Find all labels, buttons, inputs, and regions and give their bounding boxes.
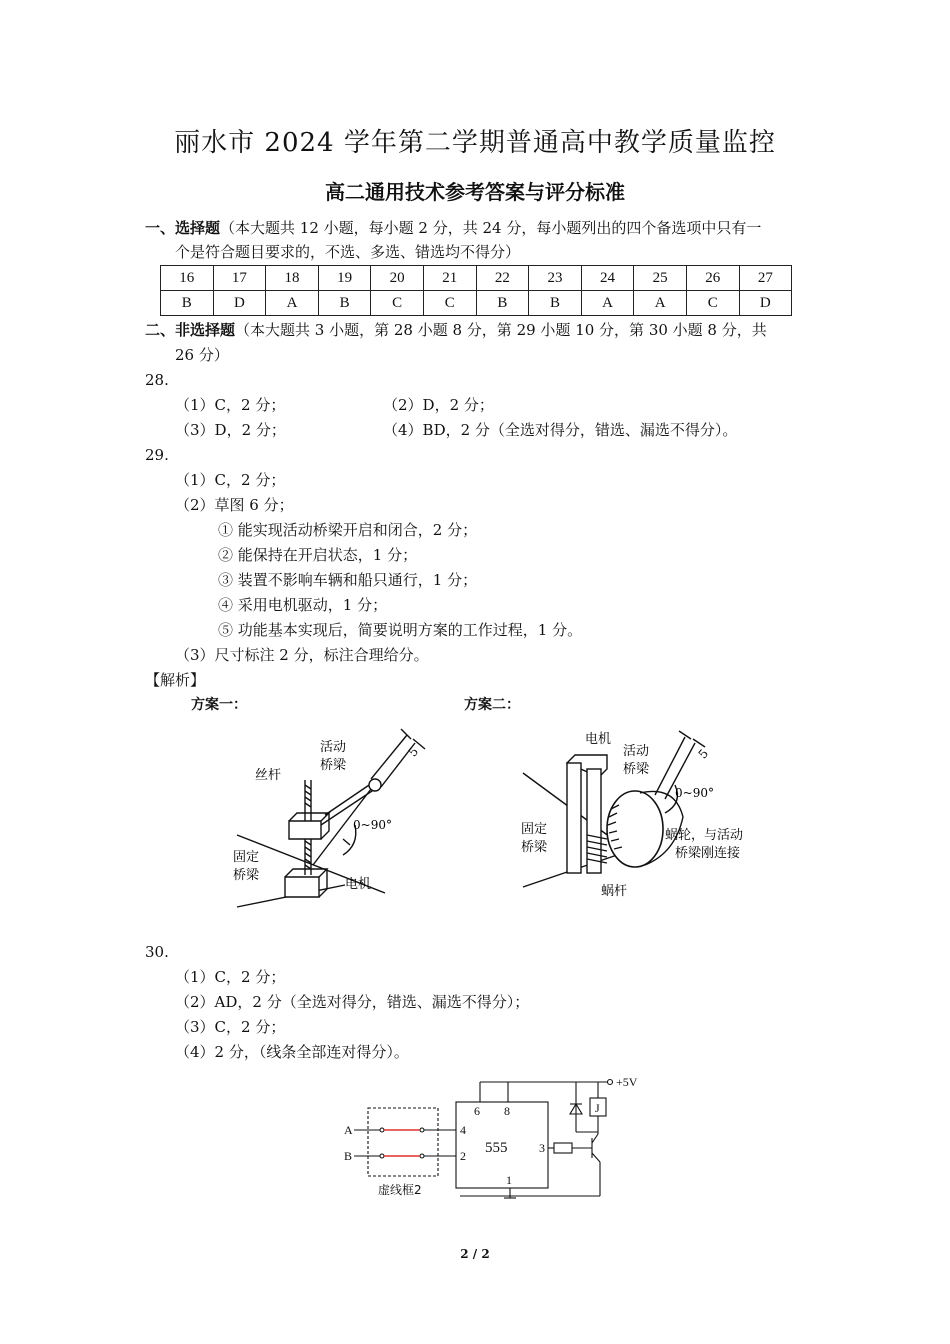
fig2-gear-line1: 蜗轮，与活动 (665, 828, 744, 843)
question-number-cell: 22 (476, 266, 529, 291)
plan2-label: 方案二： (464, 697, 520, 713)
page-subtitle: 高二通用技术参考答案与评分标准 (325, 180, 625, 204)
section2-heading: 二、非选择题 (145, 321, 236, 339)
q28-answer3: （3）D，2 分； (175, 421, 286, 439)
q29-point2: ② 能保持在开启状态，1 分； (218, 546, 418, 564)
fig2-fixed-bridge: 桥梁 (521, 840, 548, 855)
fig1-motor: 电机 (345, 877, 372, 892)
answer-table-answers (161, 291, 792, 316)
q29-point5: ⑤ 功能基本实现后，简要说明方案的工作过程，1 分。 (218, 621, 583, 639)
pin4-label: 4 (460, 1123, 466, 1137)
answer-cell: A (634, 291, 687, 316)
q29-answer2: （2）草图 6 分； (175, 496, 294, 514)
q30-number: 30. (145, 943, 169, 961)
question-number-cell: 16 (161, 266, 214, 291)
answer-cell: D (213, 291, 266, 316)
input-a-label: A (344, 1123, 353, 1137)
section1-desc2: 个是符合题目要求的，不选、多选、错选均不得分） (175, 243, 521, 261)
pin1-label: 1 (506, 1173, 512, 1187)
fig2-gear-line2: 桥梁刚连接 (675, 846, 741, 861)
question-number-cell: 20 (371, 266, 424, 291)
chip-label: 555 (485, 1140, 508, 1156)
fig1-screw: 丝杆 (255, 768, 282, 783)
pin2-label: 2 (460, 1149, 466, 1163)
question-number-cell: 18 (266, 266, 319, 291)
fig2-worm: 蜗杆 (601, 884, 628, 899)
q28-answer1: （1）C，2 分； (175, 396, 286, 414)
question-number-cell: 19 (318, 266, 371, 291)
plan1-diagram (225, 725, 455, 915)
fig2-movable: 活动 (623, 744, 650, 759)
q28-answer2: （2）D，2 分； (383, 396, 494, 414)
question-number-cell: 26 (686, 266, 739, 291)
plan2-diagram (515, 725, 775, 905)
page-title: 丽水市 2024 学年第二学期普通高中教学质量监控 (174, 128, 776, 158)
q29-answer1: （1）C，2 分； (175, 471, 286, 489)
answer-cell: C (423, 291, 476, 316)
section1-heading: 一、选择题 (145, 219, 221, 237)
pin3-label: 3 (539, 1141, 545, 1155)
section1-desc1: （本大题共 12 小题，每小题 2 分，共 24 分，每小题列出的四个备选项中只有一 (220, 219, 762, 237)
q29-number: 29. (145, 446, 169, 464)
section1-line1 (145, 216, 761, 241)
section2-desc2: 26 分） (175, 346, 229, 364)
q28-number: 28. (145, 371, 169, 389)
fig1-bridge: 桥梁 (320, 758, 347, 773)
fig1-movable: 活动 (320, 740, 347, 755)
plan1-label: 方案一： (191, 697, 247, 713)
fig1-dim: 5 (405, 744, 422, 760)
question-number-cell: 17 (213, 266, 266, 291)
q29-point4: ④ 采用电机驱动，1 分； (218, 596, 388, 614)
section2-line1 (145, 318, 767, 343)
answer-cell: A (581, 291, 634, 316)
question-number-cell: 21 (423, 266, 476, 291)
answer-table (160, 265, 792, 316)
q29-point3: ③ 装置不影响车辆和船只通行，1 分； (218, 571, 478, 589)
answer-cell: B (318, 291, 371, 316)
answer-cell: A (266, 291, 319, 316)
fig1-angle: 0~90° (353, 818, 392, 832)
question-number-cell: 24 (581, 266, 634, 291)
fig2-bridge: 桥梁 (623, 762, 650, 777)
pin8-label: 8 (504, 1104, 510, 1118)
q30-answer4: （4）2 分，（线条全部连对得分）。 (175, 1043, 409, 1061)
vcc-label: +5V (616, 1075, 638, 1089)
section2-desc1: （本大题共 3 小题，第 28 小题 8 分，第 29 小题 10 分，第 30 小题 8 分，共 (235, 321, 767, 339)
relay-label: J (595, 1101, 600, 1115)
question-number-cell: 25 (634, 266, 687, 291)
question-number-cell: 23 (529, 266, 582, 291)
page-number: 2 / 2 (460, 1247, 490, 1261)
fig2-motor: 电机 (585, 732, 612, 747)
q30-answer2: （2）AD，2 分（全选对得分，错选、漏选不得分）； (175, 993, 530, 1011)
q28-answer4: （4）BD，2 分（全选对得分，错选、漏选不得分）。 (383, 421, 738, 439)
fig1-fixed: 固定 (233, 850, 260, 865)
answer-cell: C (371, 291, 424, 316)
fig1-fixed-bridge: 桥梁 (233, 868, 260, 883)
circuit-diagram (340, 1072, 650, 1207)
answer-cell: C (686, 291, 739, 316)
q29-answer3: （3）尺寸标注 2 分，标注合理给分。 (175, 646, 429, 664)
question-number-cell: 27 (739, 266, 792, 291)
answer-cell: B (161, 291, 214, 316)
dashed-box-label: 虚线框2 (378, 1183, 422, 1197)
fig2-angle: 0~90° (675, 786, 714, 800)
q30-answer1: （1）C，2 分； (175, 968, 286, 986)
answer-cell: B (529, 291, 582, 316)
analysis-heading: 【解析】 (145, 671, 206, 689)
pin6-label: 6 (474, 1104, 480, 1118)
answer-table-numbers (161, 266, 792, 291)
answer-cell: B (476, 291, 529, 316)
fig2-dim: 5 (695, 746, 712, 762)
q29-point1: ① 能实现活动桥梁开启和闭合，2 分； (218, 521, 478, 539)
q30-answer3: （3）C，2 分； (175, 1018, 286, 1036)
answer-cell: D (739, 291, 792, 316)
fig2-fixed: 固定 (521, 822, 548, 837)
input-b-label: B (344, 1149, 353, 1163)
